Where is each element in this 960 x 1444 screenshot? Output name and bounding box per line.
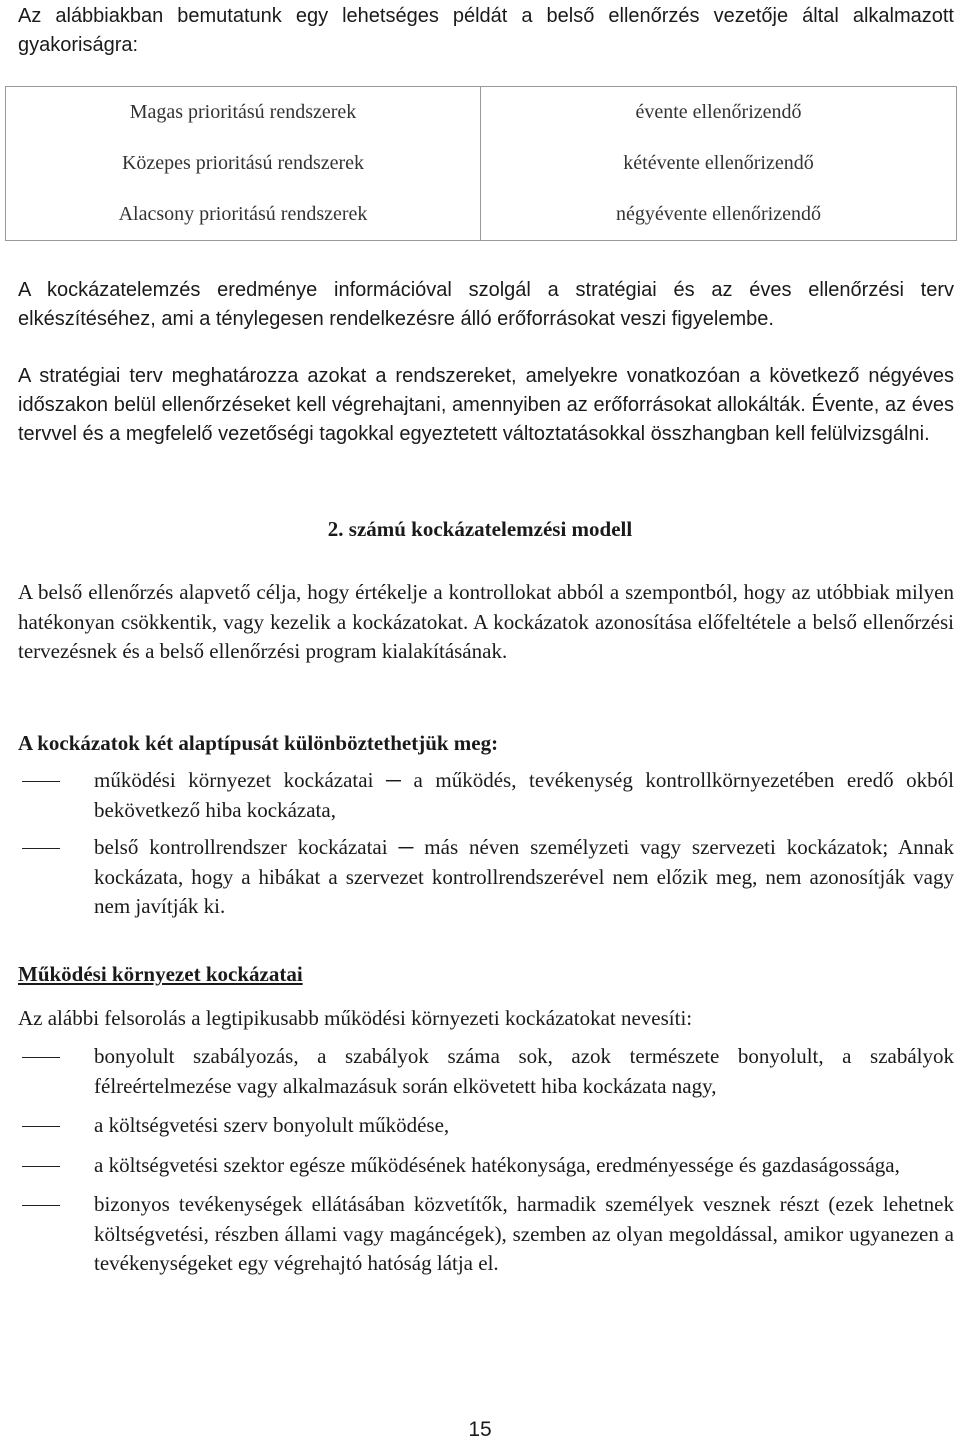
intro-paragraph: Az alábbiakban bemutatunk egy lehetséges példát a belső ellenőrzés vezetője által alkalmazott gyakoriságra: [18,5,954,56]
list-item: belső kontrollrendszer kockázatai ─ más néven személyzeti vagy szervezeti kockázatok; Annak kockázata, hogy a hibákat a szervezet kontrollrendszerével nem előzik meg, nem azonosítják vagy nem javítják ki. [0,833,960,922]
model-heading: 2. számú kockázatelemzési modell [327,517,633,541]
page-number: 15 [468,1418,492,1441]
list-item: a költségvetési szerv bonyolult működése, [0,1111,960,1141]
system-cell: Közepes prioritású rendszerek [6,138,481,189]
list-item: bonyolult szabályozás, a szabályok száma sok, azok természete bonyolult, a szabályok félreértelmezése vagy alkalmazásuk során elkövetett hiba kockázata nagy, [0,1042,960,1101]
operating-risks-list [0,1042,960,1279]
frequency-cell: évente ellenőrizendő [481,87,957,139]
strategic-plan-paragraph: A stratégiai terv meghatározza azokat a rendszereket, amelyekre vonatkozóan a következő négyéves időszakon belül ellenőrzéseket kell végrehajtani, amennyiben az erőforrásokat allokálták. Évente, az éves tervvel és a megfelelő vezetőségi tagokkal egyeztetett változtatásokkal összhangban kell felülvizsgálni. [18,365,954,445]
priority-frequency-table [5,86,957,241]
dash-bullet-icon [22,781,60,782]
frequency-cell: kétévente ellenőrizendő [481,138,957,189]
internal-audit-paragraph: A belső ellenőrzés alapvető célja, hogy értékelje a kontrollokat abból a szempontból, hogy az utóbbiak milyen hatékonyan csökkentik, vagy kezelik a kockázatokat. A kockázatok azonosítása előfeltétele a belső ellenőrzési tervezésnek és a belső ellenőrzési program kialakításának. [18,580,954,663]
dash-bullet-icon [22,1205,60,1206]
table-row [6,189,957,241]
frequency-cell: négyévente ellenőrizendő [481,189,957,241]
table-row [6,138,957,189]
list-item: a költségvetési szektor egésze működésének hatékonysága, eredményessége és gazdaságossága, [0,1151,960,1181]
dash-bullet-icon [22,1166,60,1167]
list-item: működési környezet kockázatai ─ a működés, tevékenység kontrollkörnyezetében eredő okból bekövetkező hiba kockázata, [0,766,960,825]
dash-bullet-icon [22,1126,60,1127]
table-row [6,87,957,139]
operating-risks-heading: Működési környezet kockázatai [18,962,303,986]
risk-types-list [0,766,960,922]
dash-bullet-icon [22,1057,60,1058]
risk-types-heading: A kockázatok két alaptípusát különböztethetjük meg: [18,731,499,755]
system-cell: Alacsony prioritású rendszerek [6,189,481,241]
system-cell: Magas prioritású rendszerek [6,87,481,139]
operating-risks-intro: Az alábbi felsorolás a legtipikusabb működési környezeti kockázatokat nevesíti: [18,1006,693,1030]
dash-bullet-icon [22,848,60,849]
list-item: bizonyos tevékenységek ellátásában közvetítők, harmadik személyek vesznek részt (ezek lehetnek költségvetési, részben állami vagy magáncégek), szemben az olyan megoldással, amikor ugyanezen a tevékenységeket egy végrehajtó hatóság látja el. [0,1190,960,1279]
risk-analysis-paragraph: A kockázatelemzés eredménye információval szolgál a stratégiai és az éves ellenőrzési terv elkészítéséhez, ami a ténylegesen rendelkezésre álló erőforrásokat veszi figyelembe. [18,279,954,330]
